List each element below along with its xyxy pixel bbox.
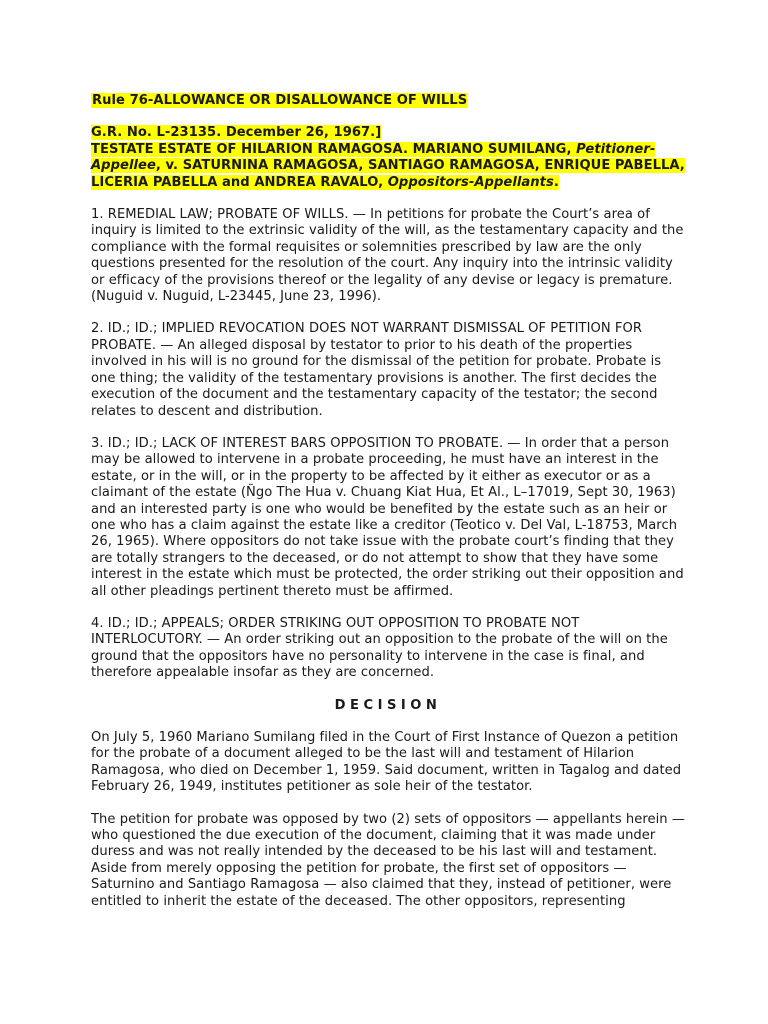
decision-heading: DECISION — [334, 697, 442, 713]
case-caption-end: . — [553, 174, 559, 190]
syllabus-item: 1. REMEDIAL LAW; PROBATE OF WILLS. — In petitions for probate the Court’s area of inquiry is limited to the extrinsic validity of the will, as the testamentary capacity and the compliance with the formal requisites or solemnities prescribed by law are the only questions presented for the resolution of the court. Any inquiry into the intrinsic validity or efficacy of the provisions thereof or the legality of any devise or legacy is premature. (Nuguid v. Nuguid, L-23445, June 23, 1996). — [91, 207, 684, 305]
document-content — [91, 93, 685, 926]
rule-title — [91, 93, 685, 109]
gr-number: G.R. No. L-23135. December 26, 1967.] — [91, 125, 382, 141]
rule-title-text: Rule 76-ALLOWANCE OR DISALLOWANCE OF WILLS — [92, 93, 468, 108]
case-role-petitioner: Petitioner-Appellee — [91, 141, 656, 174]
syllabus-item: 2. ID.; ID.; IMPLIED REVOCATION DOES NOT WARRANT DISMISSAL OF PETITION FOR PROBATE. — An alleged disposal by testator to prior to his death of the properties involved in his will is no ground for the dismissal of the petition for probate. Probate is one thing; the validity of the testamentary provisions is another. The first decides the execution of the document and the testamentary capacity of the testator; the second relates to descent and distribution. — [91, 321, 662, 419]
body-paragraph: The petition for probate was opposed by two (2) sets of oppositors — appellants herein — who questioned the due execution of the document, claiming that it was made under duress and was not really intended by the deceased to be his last will and testament. Aside from merely opposing the petition for probate, the first set of oppositors — Saturnino and Santiago Ramagosa — also claimed that they, instead of petitioner, were entitled to inherit the estate of the deceased. The other oppositors, representing — [91, 811, 685, 909]
syllabus-item: 3. ID.; ID.; LACK OF INTEREST BARS OPPOSITION TO PROBATE. — In order that a person may be allowed to intervene in a probate proceeding, he must have an interest in the estate, or in the will, or in the property to be affected by it either as executor or as a claimant of the estate (Ñgo The Hua v. Chuang Kiat Hua, Et Al., L–17019, Sept 30, 1963) and an interested party is one who would be benefited by the estate such as an heir or one who has a claim against the estate like a creditor (Teotico v. Del Val, L-18753, March 26, 1965). Where oppositors do not take issue with the probate court’s finding that they are totally strangers to the deceased, or do not attempt to show that they have some interest in the estate which must be protected, the order striking out their opposition and all other pleadings pertinent thereto must be affirmed. — [91, 435, 684, 599]
body-paragraph: On July 5, 1960 Mariano Sumilang filed in the Court of First Instance of Quezon a petition for the probate of a document alleged to be the last will and testament of Hilarion Ramagosa, who died on December 1, 1959. Said document, written in Tagalog and dated February 26, 1949, institutes petitioner as sole heir of the testator. — [91, 730, 682, 795]
syllabus-item: 4. ID.; ID.; APPEALS; ORDER STRIKING OUT OPPOSITION TO PROBATE NOT INTERLOCUTORY. — An order striking out an opposition to the probate of the will on the ground that the oppositors have no personality to intervene in the case is final, and therefore appealable insofar as they are concerned. — [91, 615, 668, 681]
case-parties-a: TESTATE ESTATE OF HILARION RAMAGOSA. MARIANO SUMILANG, — [91, 141, 577, 157]
case-parties-b: , v. SATURNINA RAMAGOSA, SANTIAGO RAMAGOSA, ENRIQUE PABELLA, LICERIA PABELLA and ANDREA RAVALO, — [91, 158, 685, 190]
case-caption — [91, 125, 685, 191]
case-role-oppositors: Oppositors-Appellants — [387, 174, 554, 190]
